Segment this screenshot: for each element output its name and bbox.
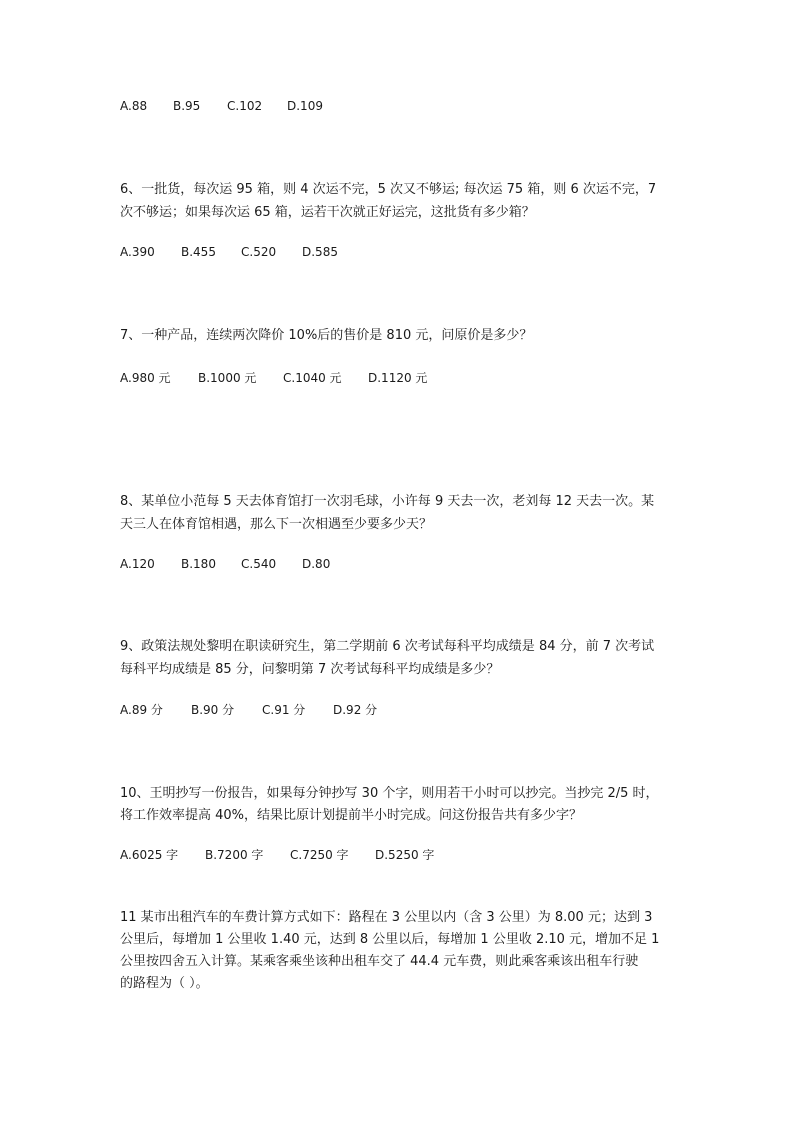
q7-options <box>120 368 427 388</box>
q6-option-d: D.585 <box>302 245 338 259</box>
q5-option-c: C.102 <box>227 99 263 113</box>
q9-text-line-1: 9、政策法规处黎明在职读研究生，第二学期前 6 次考试每科平均成绩是 84 分，前 7 次考试 <box>120 639 655 654</box>
q5-option-d: D.109 <box>287 99 323 113</box>
q6-text-line-1: 6、一批货，每次运 95 箱，则 4 次运不完，5 次又不够运; 每次运 75 箱，则 6 次运不完，7 <box>120 182 657 197</box>
q8-option-b: B.180 <box>181 557 216 571</box>
q6-options <box>120 242 338 262</box>
q5-options <box>120 96 323 116</box>
q9-option-c: C.91 分 <box>262 703 306 717</box>
q11-text-line-3: 公里按四舍五入计算。某乘客乘坐该种出租车交了 44.4 元车费，则此乘客乘该出租车行驶 <box>120 954 639 969</box>
q10-option-a: A.6025 字 <box>120 848 179 862</box>
q10-options <box>120 845 434 865</box>
q8-option-a: A.120 <box>120 557 155 571</box>
q6-option-a: A.390 <box>120 245 155 259</box>
q11-text-line-1: 11 某市出租汽车的车费计算方式如下：路程在 3 公里以内（含 3 公里）为 8.00 元；达到 3 <box>120 910 653 925</box>
q10-option-d: D.5250 字 <box>375 848 435 862</box>
q10-option-b: B.7200 字 <box>205 848 264 862</box>
q6-option-c: C.520 <box>241 245 277 259</box>
q8-option-d: D.80 <box>302 557 331 571</box>
q10-option-c: C.7250 字 <box>290 848 349 862</box>
q9-option-b: B.90 分 <box>191 703 235 717</box>
q7-option-b: B.1000 元 <box>198 371 257 385</box>
q10-text-line-1: 10、王明抄写一份报告，如果每分钟抄写 30 个字，则用若干小时可以抄完。当抄完 2/5 时， <box>120 786 659 801</box>
q9-option-a: A.89 分 <box>120 703 163 717</box>
q6-text-line-2: 次不够运；如果每次运 65 箱，运若干次就正好运完，这批货有多少箱？ <box>120 205 535 220</box>
q9-options <box>120 700 377 720</box>
q11-text-line-2: 公里后，每增加 1 公里收 1.40 元，达到 8 公里以后，每增加 1 公里收 2.10 元，增加不足 1 <box>120 932 660 947</box>
q8-options <box>120 554 330 574</box>
q7-text-line-1: 7、一种产品，连续两次降价 10%后的售价是 810 元，问原价是多少？ <box>120 328 533 343</box>
q8-option-c: C.540 <box>241 557 277 571</box>
q9-text-line-2: 每科平均成绩是 85 分，问黎明第 7 次考试每科平均成绩是多少？ <box>120 662 500 677</box>
q11-text-line-4: 的路程为（ ）。 <box>120 976 209 991</box>
q8-text-line-1: 8、某单位小范每 5 天去体育馆打一次羽毛球，小许每 9 天去一次，老刘每 12 天去一次。某 <box>120 494 655 509</box>
q10-text-line-2: 将工作效率提高 40%，结果比原计划提前半小时完成。问这份报告共有多少字？ <box>120 808 583 823</box>
q7-option-a: A.980 元 <box>120 371 171 385</box>
q6-option-b: B.455 <box>181 245 216 259</box>
q7-option-c: C.1040 元 <box>283 371 342 385</box>
q9-option-d: D.92 分 <box>333 703 378 717</box>
q7-option-d: D.1120 元 <box>368 371 428 385</box>
q5-option-a: A.88 <box>120 99 148 113</box>
q8-text-line-2: 天三人在体育馆相遇，那么下一次相遇至少要多少天？ <box>120 517 433 532</box>
q5-option-b: B.95 <box>173 99 201 113</box>
